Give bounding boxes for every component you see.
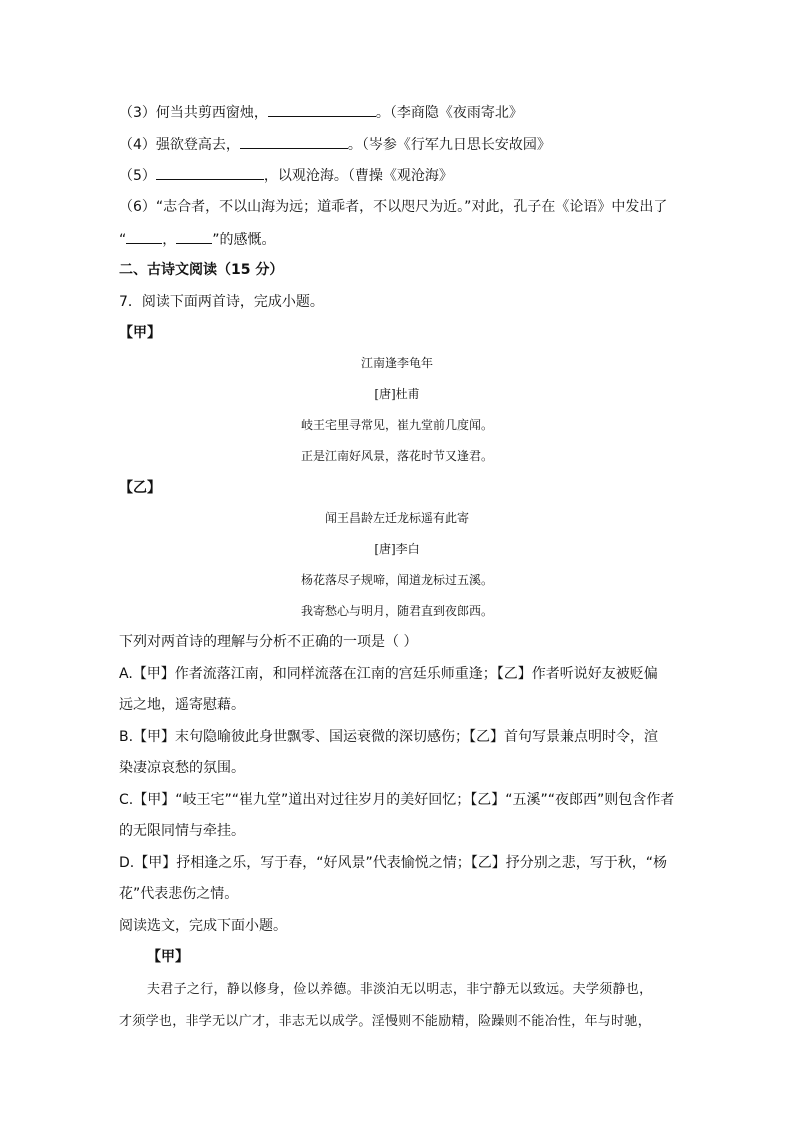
poem-jia-title: 江南逢李龟年 <box>360 356 433 370</box>
label-yi: 【乙】 <box>119 480 161 496</box>
prose-line-1: 夫君子之行，静以修身，俭以养德。非淡泊无以明志，非宁静无以致远。夫学须静也， <box>147 982 653 997</box>
option-c-line-2[interactable]: 的无限同情与牵挂。 <box>119 823 245 839</box>
q4-answer-blank[interactable] <box>240 134 348 149</box>
poem-yi-line-1: 杨花落尽子规啼，闻道龙标过五溪。 <box>300 573 493 587</box>
label-jia-2: 【甲】 <box>147 949 189 965</box>
poem-jia-author: [唐]杜甫 <box>374 387 420 401</box>
question-4 <box>119 134 551 155</box>
reading-intro: 阅读选文，完成下面小题。 <box>119 918 287 934</box>
option-c-line-1[interactable]: C.【甲】“岐王宅”“崔九堂”道出对过往岁月的美好回忆；【乙】“五溪”“夜郎西”则包含作者 <box>119 792 675 808</box>
q3-prefix: （3）何当共剪西窗烛， <box>119 105 268 121</box>
poem-yi-title: 闻王昌龄左迁龙标遥有此寄 <box>324 511 469 525</box>
question-6-line-2 <box>119 229 276 250</box>
option-d-line-2[interactable]: 花”代表悲伤之情。 <box>119 886 239 902</box>
question-5 <box>119 165 453 186</box>
prose-line-2: 才须学也，非学无以广才，非志无以成学。淫慢则不能励精，险躁则不能冶性，年与时驰， <box>119 1014 652 1029</box>
q4-suffix: 。（岑参《行军九日思长安故园》 <box>347 137 551 153</box>
label-jia: 【甲】 <box>119 325 161 341</box>
question-3 <box>119 102 523 123</box>
poem-jia-line-1: 岐王宅里寻常见，崔九堂前几度闻。 <box>300 418 493 432</box>
poem-jia-line-2: 正是江南好风景，落花时节又逢君。 <box>300 449 493 463</box>
q6-answer-blank-2[interactable] <box>176 229 212 244</box>
question-6-line-1: （6）“志合者，不以山海为远；道乖者，不以咫尺为近。”对此，孔子在《论语》中发出了 <box>119 199 668 215</box>
q4-prefix: （4）强欲登高去， <box>119 137 240 153</box>
option-b-line-1[interactable]: B.【甲】末句隐喻彼此身世飘零、国运衰微的深切感伤；【乙】首句写景兼点明时令，渲 <box>119 729 659 745</box>
q6-comma: ， <box>162 232 177 248</box>
q5-prefix: （5） <box>119 168 156 184</box>
q5-answer-blank[interactable] <box>156 165 264 180</box>
poem-yi-author: [唐]李白 <box>374 542 420 556</box>
q6-open-quote: “ <box>119 232 127 248</box>
option-a-line-2[interactable]: 远之地，遥寄慰藉。 <box>119 697 245 713</box>
q6-close: ”的感慨。 <box>212 232 276 248</box>
section-2-heading: 二、古诗文阅读（15 分） <box>119 262 284 278</box>
option-b-line-2[interactable]: 染凄凉哀愁的氛围。 <box>119 760 245 776</box>
question-stem: 下列对两首诗的理解与分析不正确的一项是（ ） <box>119 634 418 650</box>
q3-answer-blank[interactable] <box>268 102 376 117</box>
option-a-line-1[interactable]: A.【甲】作者流落江南，和同样流落在江南的宫廷乐师重逢；【乙】作者听说好友被贬偏 <box>119 666 658 682</box>
q3-suffix: 。（李商隐《夜雨寄北》 <box>375 105 523 121</box>
question-7-intro: 7．阅读下面两首诗，完成小题。 <box>119 294 324 310</box>
q5-suffix: ，以观沧海。（曹操《观沧海》 <box>263 168 453 184</box>
q6-answer-blank-1[interactable] <box>126 229 162 244</box>
option-d-line-1[interactable]: D.【甲】抒相逢之乐，写于春，“好风景”代表愉悦之情；【乙】抒分别之悲，写于秋，“杨 <box>119 855 667 871</box>
poem-yi-line-2: 我寄愁心与明月，随君直到夜郎西。 <box>300 604 493 618</box>
